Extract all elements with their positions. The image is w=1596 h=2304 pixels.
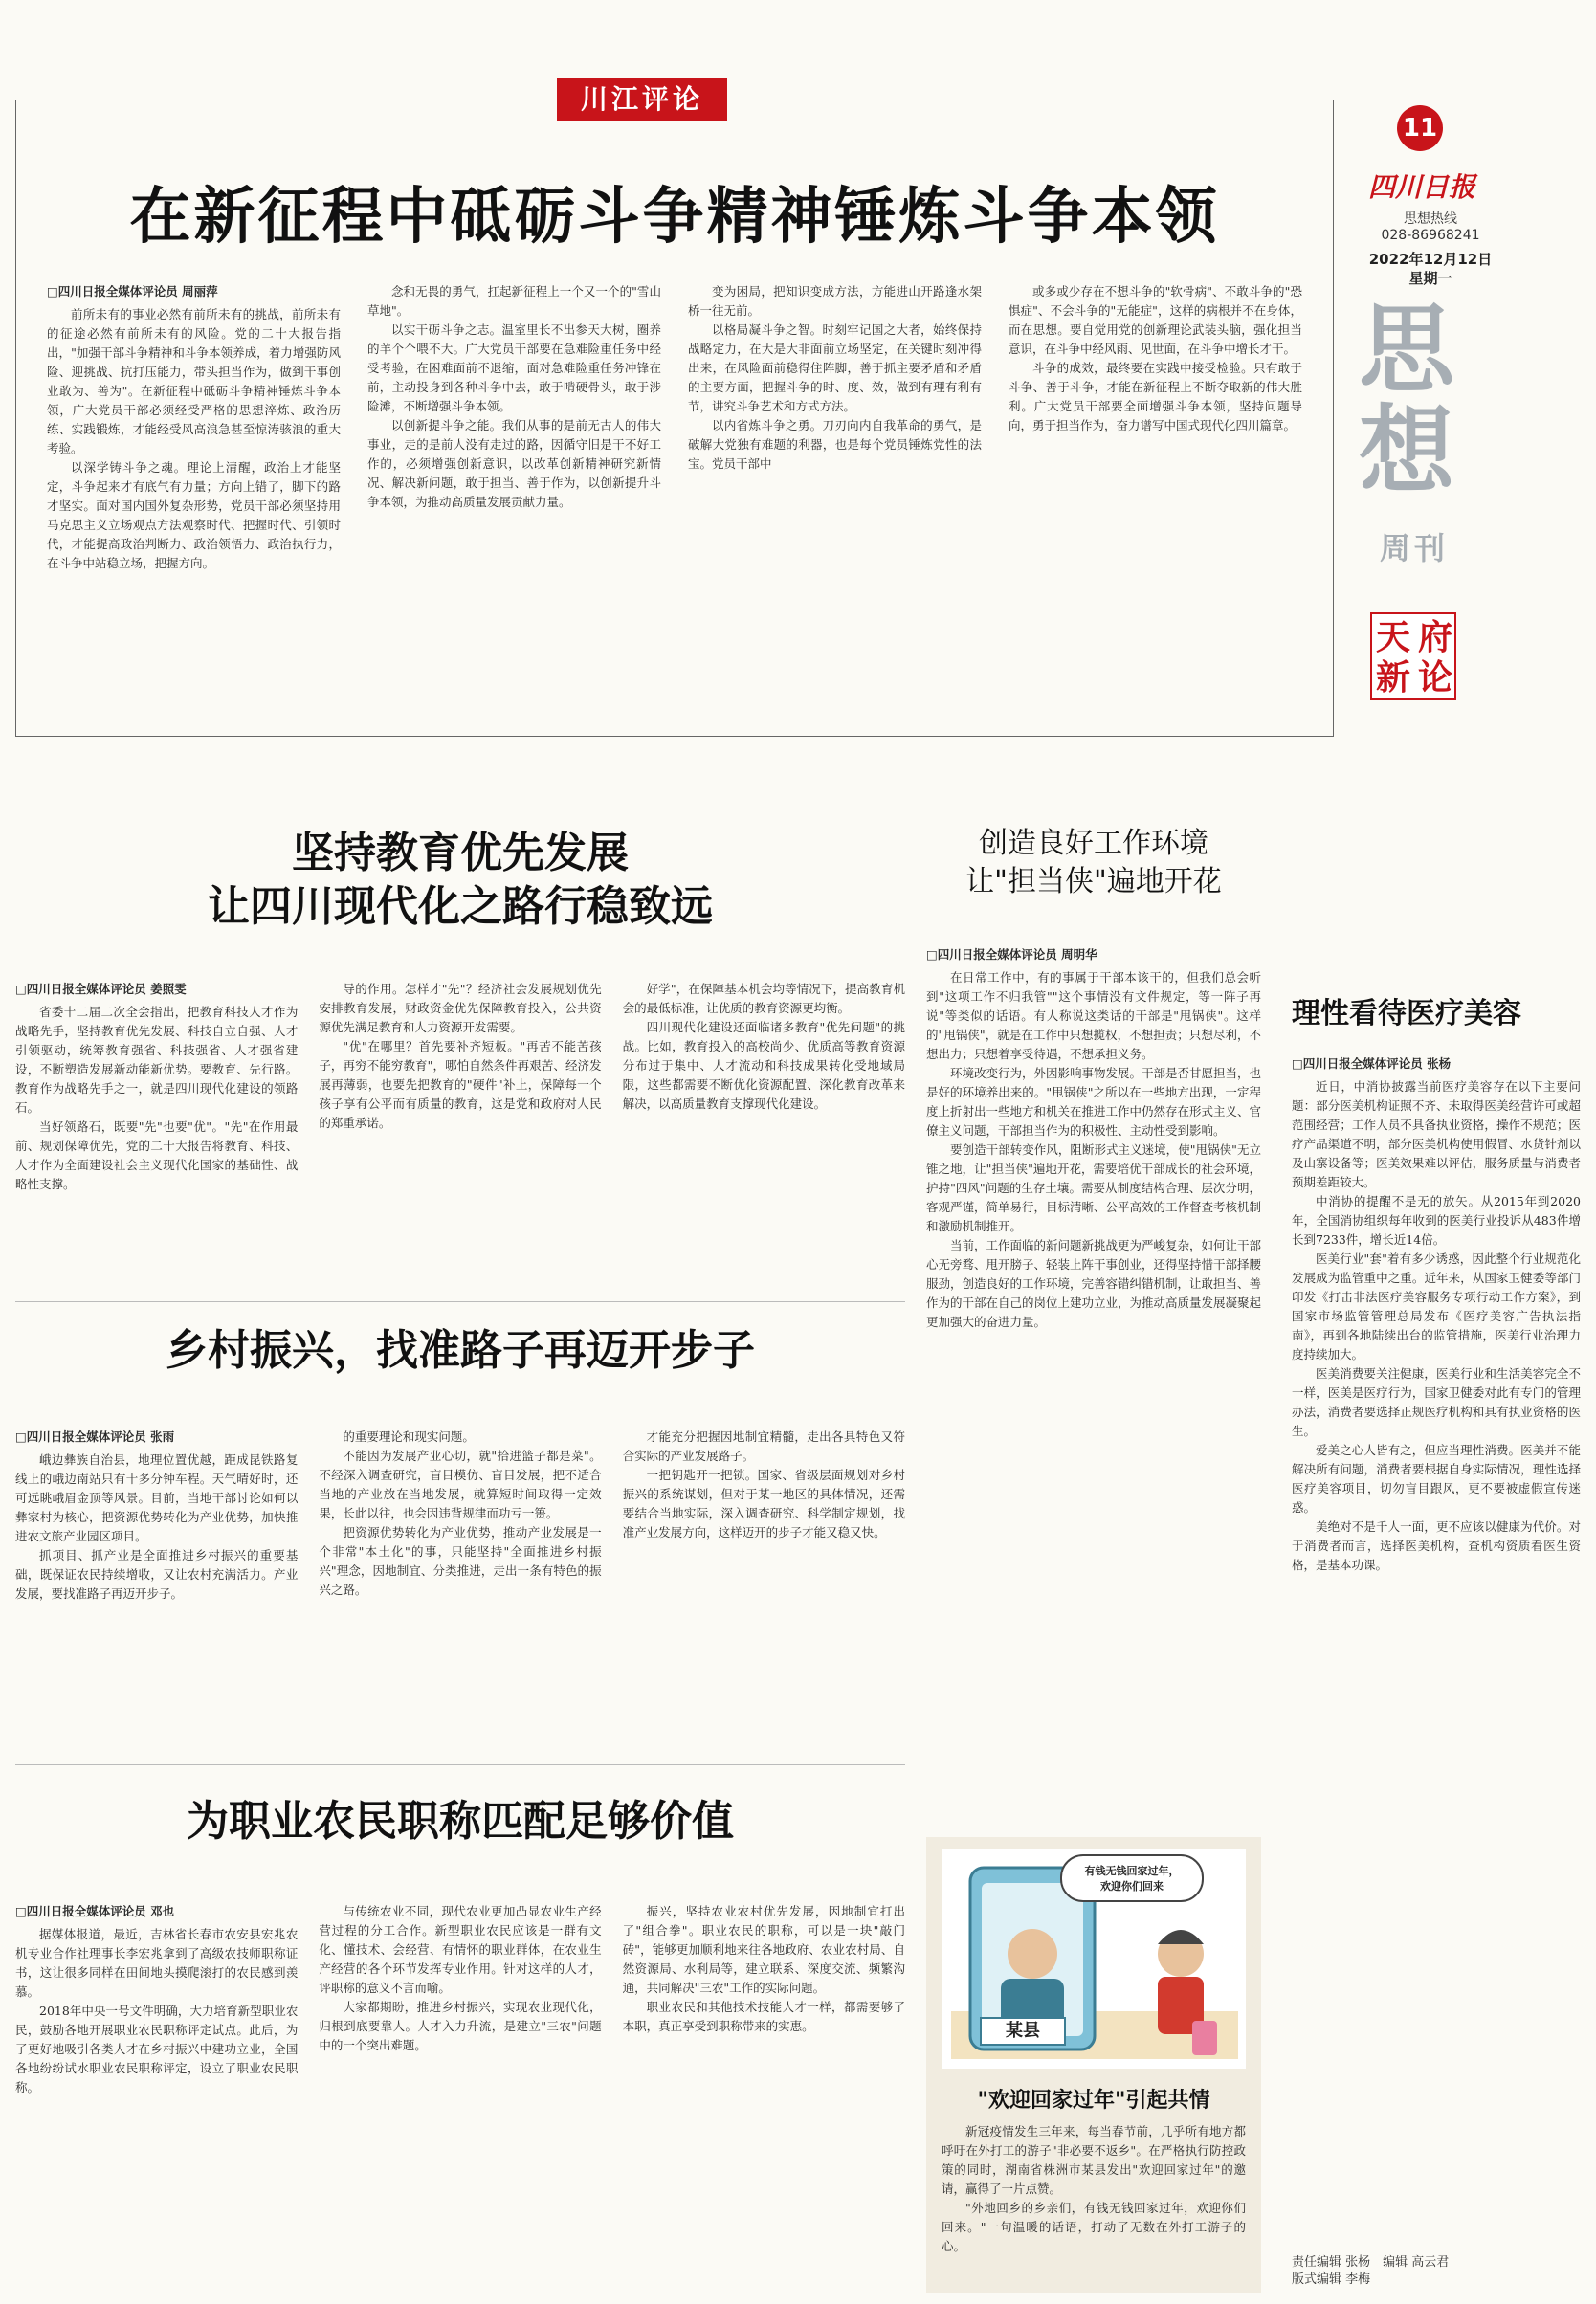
med-byline: □四川日报全媒体评论员 张杨: [1292, 1056, 1452, 1071]
layout-editor-line: 版式编辑 李梅: [1292, 2272, 1371, 2287]
section-title-2: 想: [1359, 394, 1454, 507]
paragraph: 前所未有的事业必然有前所未有的挑战，前所未有的征途必然有前所未有的风险。党的二十大报告指出，"加强干部斗争精神和斗争本领养成，着力增强防风险、迎挑战、抗打压能力，带头担当作为，做到干事创业敢为、善为"。在新征程中砥砺斗争精神锤炼斗争本领，广大党员干部必须经受严格的思想淬炼、政治历练、实践锻炼，才能经受风高浪急甚至惊涛骇浪的重大考验。: [47, 307, 341, 455]
paragraph: 变为困局，把知识变成方法，方能进山开路逢水架桥一往无前。: [688, 284, 982, 318]
weekly-label: 周刊: [1380, 530, 1450, 566]
paragraph: 以实干砺斗争之志。温室里长不出参天大树，圈养的羊个个喂不大。广大党员干部要在急难险重任务中经受考验，在困难面前不退缩，面对急难险重任务冲锋在前，主动投身到各种斗争中去，敢于啃硬骨头，敢于涉险滩，不断增强斗争本领。: [367, 322, 661, 413]
job-article: [15, 1793, 905, 2291]
med-col-1: [1292, 1054, 1581, 2239]
paragraph: 在日常工作中，有的事属于干部本该干的，但我们总会听到"这项工作不归我管""这个事情没有文件规定，等一阵子再说"等类似的话语。有人称说这类话的干部是"甩锅侠"。这样的"甩锅侠"，就是在工作中只想揽权，不想担责；只想尽利，不想出力；只想着享受待遇，不想承担义务。: [926, 970, 1261, 1061]
paragraph: 当好领路石，既要"先"也要"优"。"先"在作用最前、规划保障优先，党的二十大报告将教育、科技、人才作为全面建设社会主义现代化国家的基础性、战略性支撑。: [15, 1119, 299, 1191]
med-title: 理性看待医疗美容: [1292, 997, 1521, 1030]
edu-title-1: 坚持教育优先发展: [292, 829, 629, 877]
badge-char: 论: [1418, 657, 1453, 698]
divider: [15, 1764, 905, 1765]
paragraph: 职业农民和其他技术技能人才一样，都需要够了本职，真正享受到职称带来的实惠。: [622, 2000, 905, 2033]
section-title-1: 思: [1359, 293, 1454, 406]
job-byline: □四川日报全媒体评论员 邓也: [15, 1904, 175, 1918]
masthead: [1349, 105, 1588, 603]
page-number: 11: [1397, 105, 1443, 151]
edu-col-2: [319, 980, 601, 1276]
edu-col-3: [623, 980, 905, 1276]
edu-title-2: 让四川现代化之路行稳致远: [208, 882, 713, 931]
edu-article: [15, 827, 905, 1276]
speech-bubble: [1060, 1854, 1204, 1902]
paragraph: 省委十二届二次全会指出，把教育科技人才作为战略先手，坚持教育优先发展、科技自立自强、人才引领驱动，统筹教育强省、科技强省、人才强省建设，不断塑造发展新动能新优势。要教育、先行路。教育作为战略先手之一，就是四川现代化建设的领路石。: [15, 1005, 299, 1115]
paragraph: 振兴，坚持农业农村优先发展，因地制宜打出了"组合拳"。职业农民的职称，可以是一块"敲门砖"，能够更加顺利地来往各地政府、农业农村局、自然资源局、水利局等，建立联系、深度交流、频繁沟通，共同解决"三农"工作的实际问题。: [622, 1904, 905, 1995]
paragraph: 把资源优势转化为产业优势，推动产业发展是一个非常"本土化"的事，只能坚持"全面推进乡村振兴"理念，因地制宜、分类推进，走出一条有特色的振兴之路。: [319, 1525, 602, 1597]
paragraph: 斗争的成效，最终要在实践中接受检验。只有敢于斗争、善于斗争，才能在新征程上不断夺取新的伟大胜利。广大党员干部要全面增强斗争本领，坚持问题导向，勇于担当作为，奋力谱写中国式现代化四川篇章。: [1009, 361, 1302, 432]
env-byline: □四川日报全媒体评论员 周明华: [926, 947, 1097, 962]
paragraph: 环境改变行为，外因影响事物发展。干部是否甘愿担当，也是好的环境养出来的。"甩锅侠"之所以在一些地方出现，一定程度上折射出一些地方和机关在推进工作中仍然存在形式主义、官僚主义问题，干部担当作为的积极性、主动性受到影响。: [926, 1066, 1261, 1138]
paragraph: 的重要理论和现实问题。: [343, 1429, 475, 1444]
paragraph: 才能充分把握因地制宜精髓，走出各具特色又符合实际的产业发展路子。: [622, 1429, 905, 1463]
rural-col-3: [623, 1428, 905, 1743]
job-title: 为职业农民职称匹配足够价值: [187, 1797, 734, 1846]
paragraph: 大家都期盼，推进乡村振兴，实现农业现代化，归根到底要靠人。人才入力升流，是建立"三农"问题中的一个突出难题。: [319, 2000, 602, 2052]
paragraph: 以深学铸斗争之魂。理论上清醒，政治上才能坚定，斗争起来才有底气有力量；方向上错了，脚下的路才坚实。面对国内国外复杂形势，党员干部必须坚持用马克思主义立场观点方法观察时代、把握时代、引领时代，才能提高政治判断力、政治领悟力、政治执行力，在斗争中站稳立场，把握方向。: [47, 460, 341, 570]
badge-char: 府: [1418, 617, 1453, 657]
paper-logo: 四川日报: [1368, 171, 1476, 203]
paragraph: 中消协的提醒不是无的放矢。从2015年到2020年，全国消协组织每年收到的医美行业投诉从483件增长到7233件，增长近14倍。: [1292, 1194, 1581, 1247]
issue-weekday: 星期一: [1408, 270, 1452, 287]
issue-date: 2022年12月12日: [1368, 251, 1493, 268]
paragraph: 以内省炼斗争之勇。刀刃向内自我革命的勇气，是破解大党独有难题的利器，也是每个党员锤炼党性的法宝。党员干部中: [688, 418, 982, 471]
job-col-2: [319, 1902, 601, 2291]
paragraph: 抓项目、抓产业是全面推进乡村振兴的重要基础，既保证农民持续增收，又让农村充满活力。产业发展，要找准路子再迈开步子。: [15, 1548, 299, 1601]
hotline-label: 思想热线: [1404, 211, 1457, 227]
paragraph: 近日，中消协披露当前医疗美容存在以下主要问题：部分医美机构证照不齐、未取得医美经营许可或超范围经营；工作人员不具备执业资格，操作不规范；医疗产品渠道不明，部分医美机构使用假冒、水货针剂以及山寨设备等；医美效果难以评估，服务质量与消费者预期差距较大。: [1292, 1079, 1581, 1189]
county-sign: 某县: [980, 2017, 1066, 2046]
cartoon-text: [942, 2122, 1246, 2285]
bubble-line: 欢迎你们回来: [1100, 1880, 1164, 1893]
paragraph: 医美行业"套"着有多少诱惑，因此整个行业规范化发展成为监管重中之重。近年来，从国家卫健委等部门印发《打击非法医疗美容服务专项行动工作方案》，到国家市场监管管理总局发布《医疗美容广告执法指南》，再到各地陆续出台的监管措施，医美行业治理力度持续加大。: [1292, 1252, 1581, 1362]
paragraph: 念和无畏的勇气，扛起新征程上一个又一个的"雪山草地"。: [367, 284, 661, 318]
rural-byline: □四川日报全媒体评论员 张雨: [15, 1429, 175, 1444]
rural-col-2: [319, 1428, 601, 1743]
paragraph: 峨边彝族自治县，地理位置优越，距成昆铁路复线上的峨边南站只有十多分钟车程。天气晴好时，还可远眺峨眉金顶等风景。目前，当地干部讨论如何以彝家村为核心，把资源优势转化为产业优势，加快推进农文旅产业园区项目。: [15, 1452, 299, 1543]
paragraph: 不能因为发展产业心切，就"拾进篮子都是菜"。不经深入调查研究，盲目模仿、盲目发展，把不适合当地的产业放在当地发展，就算短时间取得一定效果，长此以往，也会因违背规律而功亏一篑。: [319, 1449, 602, 1520]
env-title-1: 创造良好工作环境: [979, 827, 1208, 860]
editor-credit: [1292, 2254, 1581, 2289]
paragraph: 据媒体报道，最近，吉林省长春市农安县宏兆农机专业合作社理事长李宏兆拿到了高级农技师职称证书，这让很多同样在田间地头摸爬滚打的农民感到羡慕。: [15, 1927, 299, 1999]
lead-col-4: [1009, 282, 1302, 720]
paragraph: 或多或少存在不想斗争的"软骨病"、不敢斗争的"恐惧症"、不会斗争的"无能症"，这样的病根并不在身体，而在思想。要自觉用党的创新理论武装头脑，强化担当意识，在斗争中经风雨、见世面，在斗争中增长才干。: [1009, 284, 1302, 356]
rural-col-1: [15, 1428, 298, 1743]
edu-byline: □四川日报全媒体评论员 姜照雯: [15, 982, 187, 996]
paragraph: 当前，工作面临的新问题新挑战更为严峻复杂，如何让干部心无旁骛、甩开膀子、轻装上阵干事创业，还得坚持惜干部择腰服劲，创造良好的工作环境，完善容错纠错机制，让敢担当、善作为的干部在自己的岗位上建功立业，为推动高质量发展凝聚起更加强大的奋进力量。: [926, 1238, 1261, 1329]
paragraph: 2018年中央一号文件明确，大力培育新型职业农民，鼓励各地开展职业农民职称评定试点。此后，为了更好地吸引各类人才在乡村振兴中建功立业，全国各地纷纷试水职业农民职称评定，设立了职业农民职称。: [15, 2004, 299, 2094]
lead-title: 在新征程中砥砺斗争精神锤炼斗争本领: [129, 182, 1220, 253]
env-article: [926, 825, 1261, 1820]
cartoon-caption: "欢迎回家过年"引起共情: [977, 2089, 1210, 2113]
edu-col-1: [15, 980, 298, 1276]
paragraph: 一把钥匙开一把锁。国家、省级层面规划对乡村振兴的系统谋划，但对于某一地区的具体情况，还需要结合当地实际，深入调查研究、科学制定规划，找准产业发展方向，这样迈开的步子才能又稳又快。: [622, 1468, 905, 1540]
env-title-2: 让"担当侠"遍地开花: [965, 865, 1222, 898]
paragraph: 以创新提斗争之能。我们从事的是前无古人的伟大事业，走的是前人没有走过的路，因循守旧是干不好工作的，必须增强创新意识，以改革创新精神研究新情况、解决新问题，敢于担当、善于作为，以创新提升斗争本领，为推动高质量发展贡献力量。: [367, 418, 661, 509]
paragraph: 要创造干部转变作风，阻断形式主义迷境，使"甩锅侠"无立锥之地，让"担当侠"遍地开花，需要培优干部成长的社会环境，护持"四风"问题的生存土壤。需要从制度结构合理、层次分明，客观严谨，简单易行，目标清晰、公平高效的工作督查考核机制和激励机制推开。: [926, 1142, 1261, 1233]
job-col-1: [15, 1902, 298, 2291]
bubble-line: 有钱无钱回家过年，: [1084, 1865, 1180, 1877]
divider: [15, 1301, 905, 1302]
paragraph: 导的作用。怎样才"先"？经济社会发展规划优先安排教育发展，财政资金优先保障教育投入，公共资源优先满足教育和人力资源开发需要。: [319, 982, 602, 1034]
env-col-1: [926, 945, 1261, 1820]
paragraph: 爱美之心人皆有之，但应当理性消费。医美并不能解决所有问题，消费者要根据自身实际情况，理性选择医疗美容项目，切勿盲目跟风，更不要被虚假宣传迷惑。: [1292, 1443, 1581, 1515]
cartoon-illustration: [942, 1849, 1246, 2069]
paragraph: 美绝对不是千人一面，更不应该以健康为代价。对于消费者而言，选择医美机构，查机构资质看医生资格，是基本功课。: [1292, 1519, 1581, 1572]
paragraph: 以格局凝斗争之智。时刻牢记国之大者，始终保持战略定力，在大是大非面前立场坚定，在关键时刻冲得出来，在风险面前稳得住阵脚，善于抓主要矛盾和矛盾的主要方面，把握斗争的时、度、效，做到有理有利有节，讲究斗争艺术和方式方法。: [688, 322, 982, 413]
column-tag: 川江评论: [557, 78, 727, 121]
lead-col-1: [47, 282, 341, 720]
lead-byline: □四川日报全媒体评论员 周丽萍: [47, 284, 218, 299]
lead-article: [15, 100, 1334, 737]
hotline-number: 028-86968241: [1381, 228, 1480, 243]
job-col-3: [623, 1902, 905, 2291]
paragraph: 四川现代化建设还面临诸多教育"优先问题"的挑战。比如，教育投入的高校尚少、优质高等教育资源分布过于集中、人才流动和科技成果转化受地域局限，这些都需要不断优化资源配置、深化教育改革来解决，以高质量教育支撑现代化建设。: [622, 1020, 905, 1111]
paragraph: "外地回乡的乡亲们，有钱无钱回家过年，欢迎你们回来。"一句温暖的话语，打动了无数在外打工游子的心。: [942, 2201, 1246, 2253]
badge-char: 新: [1376, 657, 1411, 698]
paragraph: 医美消费要关注健康，医美行业和生活美容完全不一样，医美是医疗行为，国家卫健委对此有专门的管理办法，消费者要选择正规医疗机构和具有执业资格的医生。: [1292, 1366, 1581, 1438]
badge-tianfu-xinlun: [1370, 612, 1456, 700]
rural-title: 乡村振兴，找准路子再迈开步子: [166, 1326, 755, 1375]
lead-col-2: [367, 282, 661, 720]
med-article: [1292, 995, 1581, 2239]
paragraph: "优"在哪里？首先要补齐短板。"再苦不能苦孩子，再穷不能穷教育"，哪怕自然条件再艰苦、经济发展再薄弱，也要先把教育的"硬件"补上，保障每一个孩子享有公平而有质量的教育，这是党和政府对人民的郑重承诺。: [319, 1039, 602, 1130]
paragraph: 与传统农业不同，现代农业更加凸显农业生产经营过程的分工合作。新型职业农民应该是一群有文化、懂技术、会经营、有情怀的职业群体，在农业生产经营的各个环节发挥专业作用。针对这样的人才，评职称的意义不言而喻。: [319, 1904, 602, 1995]
cartoon-box: [926, 1837, 1261, 2293]
lead-col-3: [688, 282, 982, 720]
badge-char: 天: [1376, 617, 1411, 657]
editor-line: 责任编辑 张杨 编辑 高云君: [1292, 2255, 1450, 2270]
paragraph: 好学"，在保障基本机会均等情况下，提高教育机会的最低标准，让优质的教育资源更均衡。: [622, 982, 905, 1015]
paragraph: 新冠疫情发生三年来，每当春节前，几乎所有地方都呼吁在外打工的游子"非必要不返乡"。在严格执行防控政策的同时，湖南省株洲市某县发出"欢迎回家过年"的邀请，赢得了一片点赞。: [942, 2124, 1246, 2196]
rural-article: [15, 1322, 905, 1743]
